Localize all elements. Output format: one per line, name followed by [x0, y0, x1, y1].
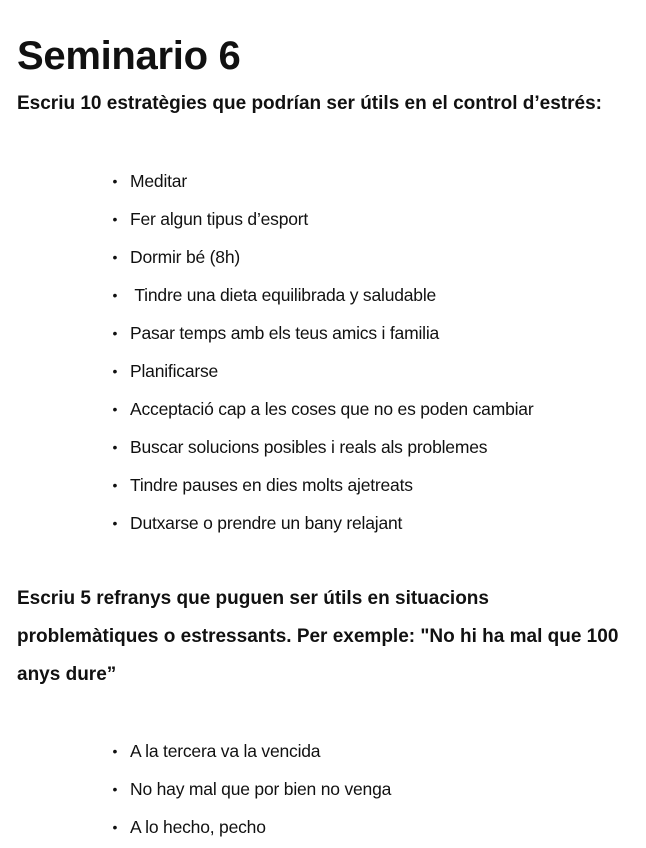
- list-item-text: A lo hecho, pecho: [130, 817, 266, 837]
- list-item-text: Fer algun tipus d’esport: [130, 209, 309, 229]
- bullet-icon: •: [112, 401, 118, 417]
- page-title: Seminario 6: [17, 34, 241, 78]
- bullet-icon: •: [112, 781, 118, 797]
- bullet-icon: •: [112, 743, 118, 759]
- bullet-icon: •: [112, 173, 118, 189]
- list-item-text: Acceptació cap a les coses que no es poden cambiar: [130, 399, 534, 419]
- list-item: [0, 732, 646, 770]
- bullet-icon: •: [112, 325, 118, 341]
- list-item: [0, 808, 646, 846]
- list-item: [0, 162, 646, 200]
- bullet-icon: •: [112, 477, 118, 493]
- list-item-text: Buscar solucions posibles i reals als problemes: [130, 437, 488, 457]
- strategies-list: [0, 162, 646, 542]
- bullet-icon: •: [112, 363, 118, 379]
- list-item: [0, 200, 646, 238]
- list-item: [0, 428, 646, 466]
- list-item: [0, 238, 646, 276]
- list-item-text: Dormir bé (8h): [130, 247, 241, 267]
- list-item-text: No hay mal que por bien no venga: [130, 779, 392, 799]
- list-item-text: Meditar: [130, 171, 187, 191]
- list-item: [0, 770, 646, 808]
- bullet-icon: •: [112, 211, 118, 227]
- list-item-text: A la tercera va la vencida: [130, 741, 321, 761]
- bullet-icon: •: [112, 249, 118, 265]
- list-item: [0, 276, 646, 314]
- bullet-icon: •: [112, 439, 118, 455]
- list-item: [0, 390, 646, 428]
- list-item: [0, 466, 646, 504]
- list-item-text: Tindre pauses en dies molts ajetreats: [130, 475, 413, 495]
- question-2-prompt: Escriu 5 refranys que puguen ser útils en situacions problemàtiques o estressants. Per exemple: "No hi ha mal que 100 anys dure”: [17, 588, 619, 685]
- list-item-text: Pasar temps amb els teus amics i familia: [130, 323, 440, 343]
- proverbs-list: [0, 732, 646, 846]
- list-item-text: Dutxarse o prendre un bany relajant: [130, 513, 403, 533]
- list-item: [0, 504, 646, 542]
- bullet-icon: •: [112, 287, 118, 303]
- list-item-text: Planificarse: [130, 361, 219, 381]
- bullet-icon: •: [112, 515, 118, 531]
- list-item: [0, 314, 646, 352]
- list-item-text: Tindre una dieta equilibrada y saludable: [130, 285, 437, 305]
- bullet-icon: •: [112, 819, 118, 835]
- question-1-prompt: Escriu 10 estratègies que podrían ser útils en el control d’estrés:: [17, 93, 602, 114]
- list-item: [0, 352, 646, 390]
